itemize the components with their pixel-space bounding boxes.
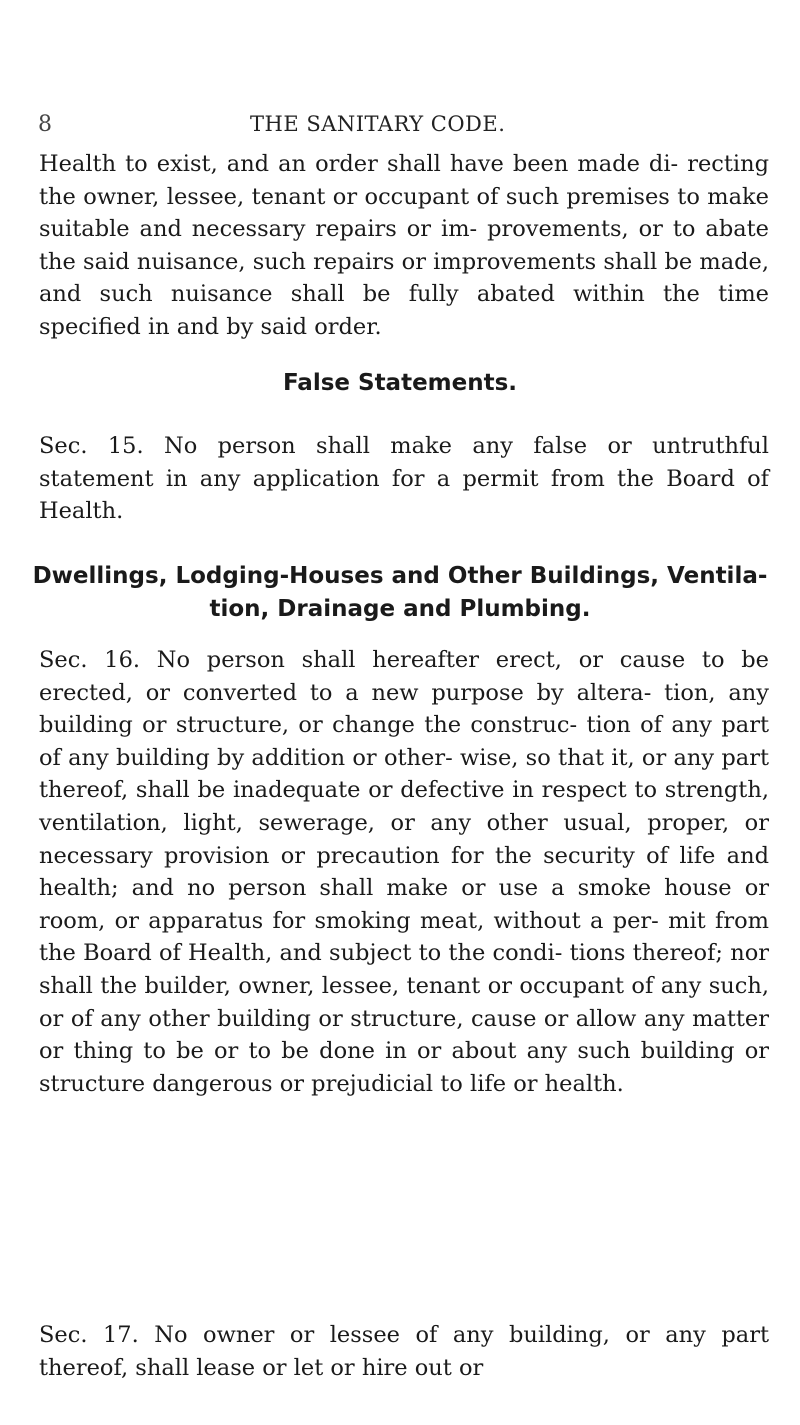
page-number: 8 [38, 112, 52, 137]
paragraph-sec-15: Sec. 15. No person shall make any false or untruthful statement in any application for a permit from the Board of Health. [39, 433, 769, 525]
section-heading-dwellings-line-1: Dwellings, Lodging-Houses and Other Buildings, Ventila- [32, 563, 768, 589]
paragraph-sec-17: Sec. 17. No owner or lessee of any building, or any part thereof, shall lease or let or hire out or [39, 1322, 769, 1381]
section-heading-false-statements: False Statements. [282, 370, 518, 396]
paragraph-sec-16: Sec. 16. No person shall hereafter erect, or cause to be erected, or converted to a new purpose by altera- tion, any building or structure, or change the construc- tion of any part of any building by addition or other- wise, so that it, or any part thereof, shall be inadequate or defective in respect to strength, ventilation, light, sewerage, or any other usual, proper, or necessary provision or precaution for the security of life and health; and no person shall make or use a smoke house or room, or apparatus for smoking meat, without a per- mit from the Board of Health, and subject to the condi- tions thereof; nor shall the builder, owner, lessee, tenant or occupant of any such, or of any other building or structure, cause or allow any matter or thing to be or to be done in or about any such building or structure dangerous or prejudicial to life or health. [39, 647, 769, 1097]
paragraph-continuation: Health to exist, and an order shall have been made di- recting the owner, lessee, tenant or occupant of such premises to make suitable and necessary repairs or im- provements, or to abate the said nuisance, such repairs or improvements shall be made, and such nuisance shall be fully abated within the time specified in and by said order. [39, 151, 769, 340]
running-head-title: THE SANITARY CODE. [250, 112, 506, 136]
section-heading-dwellings-line-2: tion, Drainage and Plumbing. [209, 596, 591, 622]
running-head [0, 112, 800, 142]
